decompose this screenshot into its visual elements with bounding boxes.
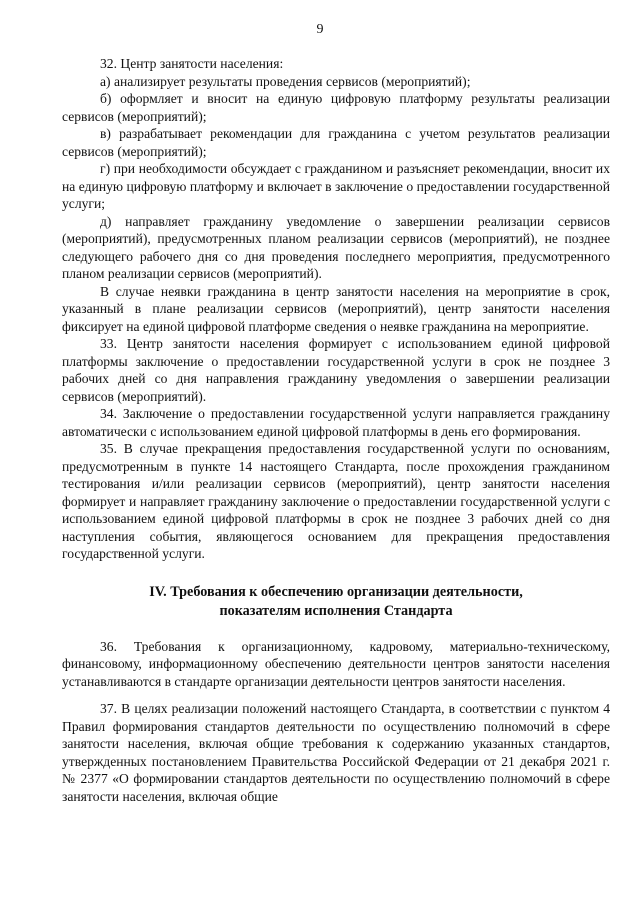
paragraph-37: 37. В целях реализации положений настоящего Стандарта, в соответствии с пунктом 4 Правил формирования стандартов деятельности по осуществлению полномочий в сфере занятости населения, включая общие требования к содержанию указанных стандартов, утвержденных постановлением Правительства Российской Федерации от 21 декабря 2021 г. № 2377 «О формировании стандартов деятельности по осуществлению полномочий в сфере занятости населения, включая общие bbox=[62, 701, 610, 804]
paragraph-33: 33. Центр занятости населения формирует с использованием единой цифровой платформы заключение о предоставлении государственной услуги в срок не позднее 3 рабочих дней со дня направления гражданину уведомления о завершении реализации сервисов (мероприятий). bbox=[62, 336, 610, 404]
paragraph-32v: в) разрабатывает рекомендации для гражданина с учетом результатов реализации сервисов (мероприятий); bbox=[62, 126, 610, 159]
document-body bbox=[62, 55, 610, 805]
section-heading bbox=[62, 583, 610, 621]
paragraph-no-show: В случае неявки гражданина в центр занятости населения на мероприятие в срок, указанный в плане реализации сервисов (мероприятий), центр занятости населения фиксирует на единой цифровой платформе сведения о неявке гражданина на мероприятие. bbox=[62, 283, 610, 334]
paragraph-35: 35. В случае прекращения предоставления государственной услуги по основаниям, предусмотренным в пункте 14 настоящего Стандарта, после прохождения гражданином тестирования и/или реализации сервисов (мероприятий), центр занятости населения формирует и направляет гражданину заключение о предоставлении государственной услуги с использованием единой цифровой платформы в срок не позднее 3 рабочих дней со дня наступления события, являющегося основанием для прекращения предоставления государственной услуги. bbox=[62, 441, 610, 561]
section-heading-line-1: IV. Требования к обеспечению организации деятельности, bbox=[149, 583, 523, 600]
paragraph-32: 32. Центр занятости населения: bbox=[100, 56, 284, 71]
paragraph-32g: г) при необходимости обсуждает с гражданином и разъясняет рекомендации, вносит их на единую цифровую платформу и включает в заключение о предоставлении государственной услуги; bbox=[62, 161, 610, 211]
paragraph-32b: б) оформляет и вносит на единую цифровую платформу результаты реализации сервисов (мероприятий); bbox=[62, 91, 610, 124]
section-heading-line-2: показателям исполнения Стандарта bbox=[219, 602, 453, 619]
paragraph-34: 34. Заключение о предоставлении государственной услуги направляется гражданину автоматически с использованием единой цифровой платформы в день его формирования. bbox=[62, 406, 610, 439]
paragraph-36: 36. Требования к организационному, кадровому, материально-техническому, финансовому, информационному обеспечению деятельности центров занятости населения устанавливаются в стандарте организации деятельности центров занятости населения. bbox=[62, 638, 610, 689]
page-number: 9 bbox=[316, 22, 324, 37]
paragraph-32d: д) направляет гражданину уведомление о завершении реализации сервисов (мероприятий), предусмотренных планом реализации сервисов (мероприятий), не позднее следующего рабочего дня со дня проведения последнего мероприятия, предусмотренного планом реализации сервисов (мероприятий). bbox=[62, 213, 610, 281]
paragraph-32a: а) анализирует результаты проведения сервисов (мероприятий); bbox=[100, 73, 471, 89]
